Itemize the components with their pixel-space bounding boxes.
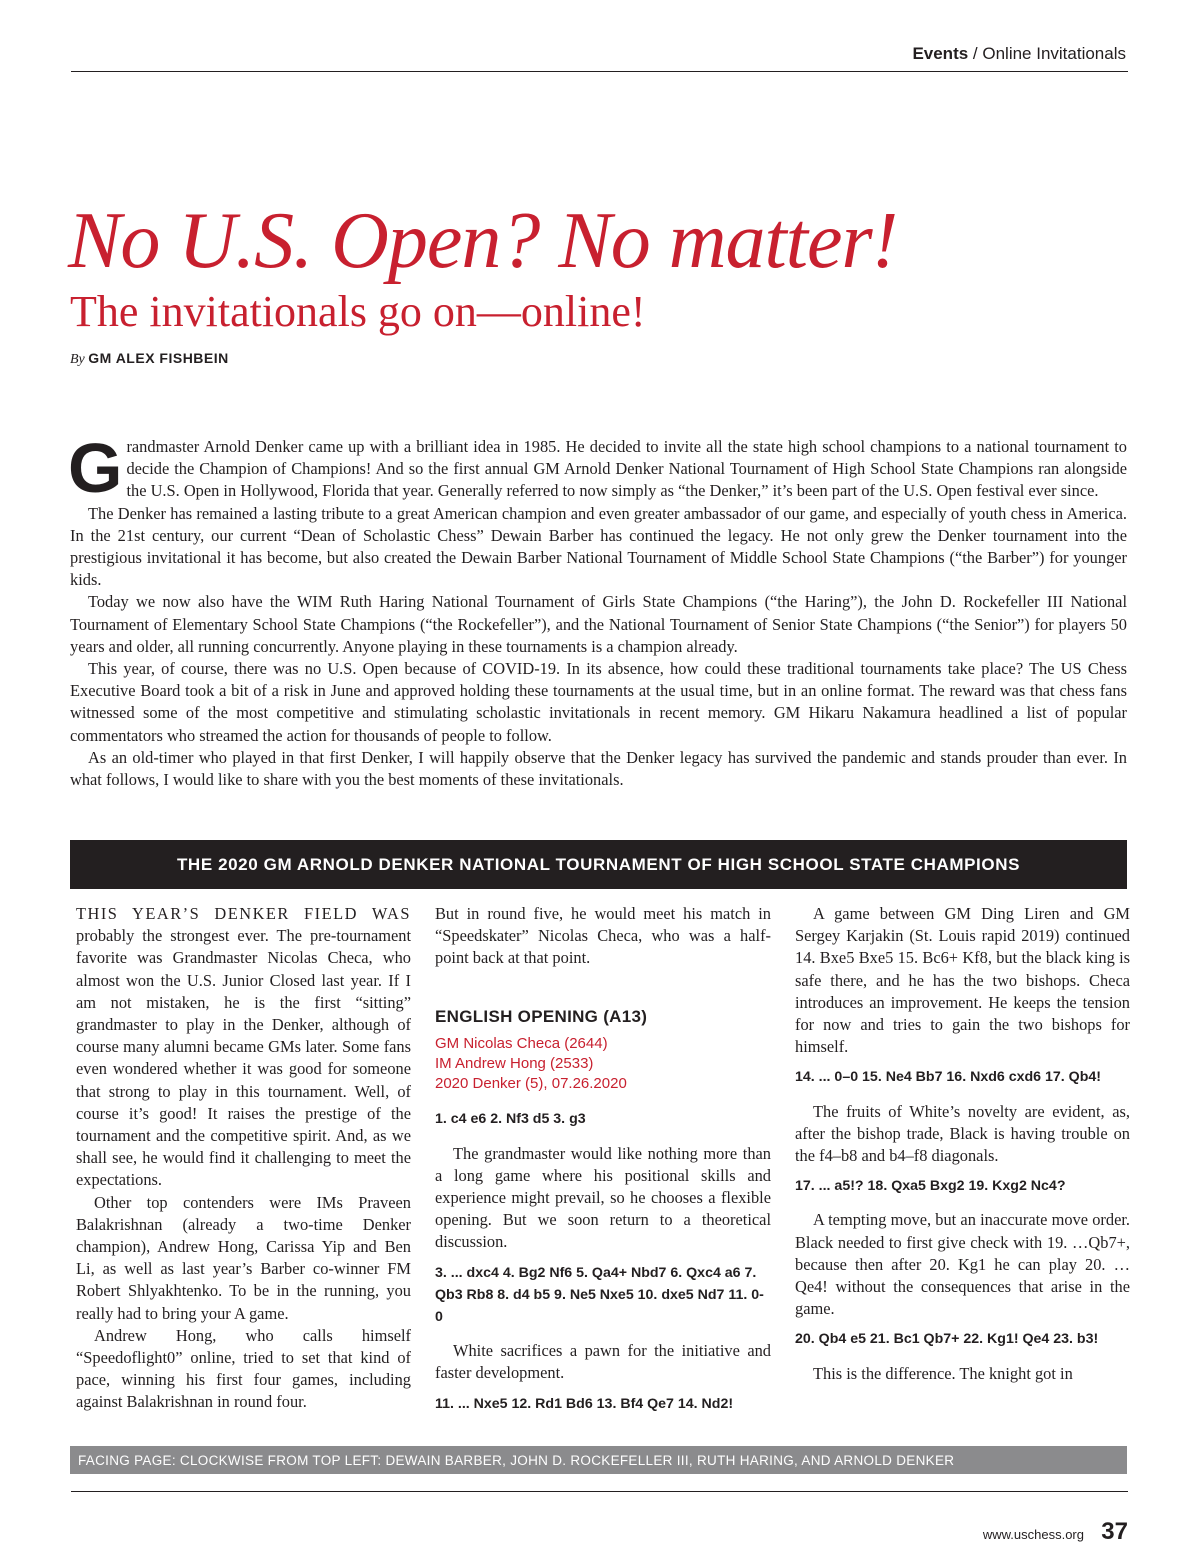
- subsection-label: Online Invitationals: [982, 44, 1126, 63]
- page-number: 37: [1101, 1518, 1128, 1545]
- game-moves: 17. ... a5!? 18. Qxa5 Bxg2 19. Kxg2 Nc4?: [795, 1178, 1066, 1195]
- black-player: IM Andrew Hong (2533): [435, 1055, 594, 1073]
- footer-divider: [71, 1491, 1128, 1492]
- game-moves: 1. c4 e6 2. Nf3 d5 3. g3: [435, 1111, 586, 1128]
- footer-url: www.uschess.org: [982, 1527, 1084, 1542]
- byline-prefix: By: [70, 352, 85, 367]
- col3-paragraph: This is the difference. The knight got in: [813, 1363, 1073, 1383]
- white-player: GM Nicolas Checa (2644): [435, 1034, 608, 1052]
- lead-rest: probably the strongest ever. The pre-tournament favorite was Grandmaster Nicolas Checa, who almost won the U.S. Junior Closed last year. If I am not mistaken, he is the first “sitting” grandmaster to play in the Denker, although of course many alumni became GMs later. Some fans even wondered whether it was good for someone that strong to play in this tournament. Well, of course it’s good! It raises the prestige of the tournament and the competitive spirit. And, as we shall see, he would find it challenging to meet the expectations.: [76, 926, 411, 1190]
- game-moves: 11. ... Nxe5 12. Rd1 Bd6 13. Bf4 Qe7 14. Nd2!: [435, 1395, 734, 1412]
- intro-paragraph: This year, of course, there was no U.S. Open because of COVID-19. In its absence, how could these traditional tournaments take place? The US Chess Executive Board took a bit of a risk in June and approved holding these tournaments at the usual time, but in an online format. The reward was that chess fans witnessed some of the most competitive and stimulating scholastic invitationals in recent memory. GM Hikaru Nakamura headlined a list of popular commentators who streamed the action for thousands of people to follow.: [70, 659, 1127, 745]
- header-separator: /: [968, 44, 983, 63]
- opening-title: ENGLISH OPENING (A13): [435, 1006, 648, 1026]
- intro-text: [68, 429, 1127, 791]
- section-label: Events: [912, 44, 969, 63]
- col1-paragraph: [76, 903, 411, 1192]
- col3-paragraph: The fruits of White’s novelty are evident, as, after the bishop trade, Black is having trouble on the f4–b8 and b4–f8 diagonals.: [795, 1101, 1130, 1166]
- drop-cap: G: [68, 429, 123, 507]
- intro-paragraph: The Denker has remained a lasting tribute to a great American champion and even greater ambassador of our game, and especially of youth chess in America. In the 21st century, our current “Dean of Scholastic Chess” Dewain Barber has continued the legacy. He not only grew the Denker tournament into the prestigious invitational it has become, but also created the Dewain Barber National Tournament of Middle School State Champions (“the Barber”) for younger kids.: [70, 503, 1127, 590]
- intro-p1-text: randmaster Arnold Denker came up with a brilliant idea in 1985. He decided to invite all the state high school champions to a national tournament to decide the Champion of Champions! And so the first annual GM Arnold Denker National Tournament of High School State Champions ran alongside the U.S. Open in Hollywood, Florida that year. Generally referred to now simply as “the Denker,” it’s been part of the U.S. Open festival ever since.: [126, 437, 1127, 501]
- photo-caption: FACING PAGE: CLOCKWISE FROM TOP LEFT: DEWAIN BARBER, JOHN D. ROCKEFELLER III, RUTH HARING, AND ARNOLD DENKER: [70, 1446, 1127, 1474]
- author-name: GM ALEX FISHBEIN: [88, 350, 229, 366]
- game-moves: 14. ... 0–0 15. Ne4 Bb7 16. Nxd6 cxd6 17. Qb4!: [795, 1069, 1101, 1086]
- col3-paragraph: A game between GM Ding Liren and GM Sergey Karjakin (St. Louis rapid 2019) continued 14. Bxe5 Bxe5 15. Bc6+ Kf8, but the black king is safe there, and he has the two bishops. Checa introduces an improvement. He keeps the tension for now and tries to gain the two bishops for himself.: [795, 904, 1130, 1057]
- game-event: 2020 Denker (5), 07.26.2020: [435, 1075, 627, 1093]
- section-header: [912, 44, 1126, 64]
- lead-caps: THIS YEAR’S DENKER FIELD WAS: [76, 904, 411, 923]
- col1-paragraph: Andrew Hong, who calls himself “Speedoflight0” online, tried to set that kind of pace, winning his first four games, including against Balakrishnan in round four.: [76, 1325, 411, 1412]
- col1-paragraph: Other top contenders were IMs Praveen Balakrishnan (already a two-time Denker champion), Andrew Hong, Carissa Yip and Ben Li, as well as last year’s Barber co-winner FM Robert Shlyakhtenko. To be in the running, you really had to bring your A game.: [76, 1192, 411, 1323]
- intro-paragraph: As an old-timer who played in that first Denker, I will happily observe that the Denker legacy has survived the pandemic and stands prouder than ever. In what follows, I would like to share with you the best moments of these invitationals.: [70, 747, 1127, 790]
- column-1: [76, 903, 411, 1414]
- article-title: No U.S. Open? No matter!: [68, 197, 898, 285]
- col2-paragraph: But in round five, he would meet his match in “Speedskater” Nicolas Checa, who was a half-point back at that point.: [435, 904, 771, 968]
- header-divider: [71, 71, 1128, 72]
- col2-paragraph: White sacrifices a pawn for the initiative and faster development.: [435, 1341, 771, 1383]
- intro-paragraph: Today we now also have the WIM Ruth Haring National Tournament of Girls State Champions (“the Haring”), the John D. Rockefeller III National Tournament of Elementary School State Champions (“the Rockefeller”), and the National Tournament of Senior State Champions (“the Senior”) for players 50 years and older, all running concurrently. Anyone playing in these tournaments is a champion already.: [70, 592, 1127, 656]
- byline: [70, 350, 229, 368]
- section-banner: THE 2020 GM ARNOLD DENKER NATIONAL TOURNAMENT OF HIGH SCHOOL STATE CHAMPIONS: [70, 840, 1127, 889]
- intro-paragraph: [68, 429, 1127, 507]
- column-2: [435, 903, 771, 1427]
- game-moves: 20. Qb4 e5 21. Bc1 Qb7+ 22. Kg1! Qe4 23. b3!: [795, 1331, 1099, 1348]
- article-subtitle: The invitationals go on—online!: [70, 287, 646, 336]
- column-3: [795, 903, 1130, 1385]
- col3-paragraph: A tempting move, but an inaccurate move order. Black needed to first give check with 19. …Qb7+, because then after 20. Kg1 he can play 20. … Qe4! without the consequences that arise in the game.: [795, 1210, 1130, 1319]
- col2-paragraph: The grandmaster would like nothing more than a long game where his positional skills and experience might prevail, so he chooses a flexible opening. But we soon return to a theoretical discussion.: [435, 1143, 771, 1252]
- game-moves: 3. ... dxc4 4. Bg2 Nf6 5. Qa4+ Nbd7 6. Qxc4 a6 7. Qb3 Rb8 8. d4 b5 9. Ne5 Nxe5 10. dxe5 Nd7 11. 0-0: [435, 1264, 764, 1326]
